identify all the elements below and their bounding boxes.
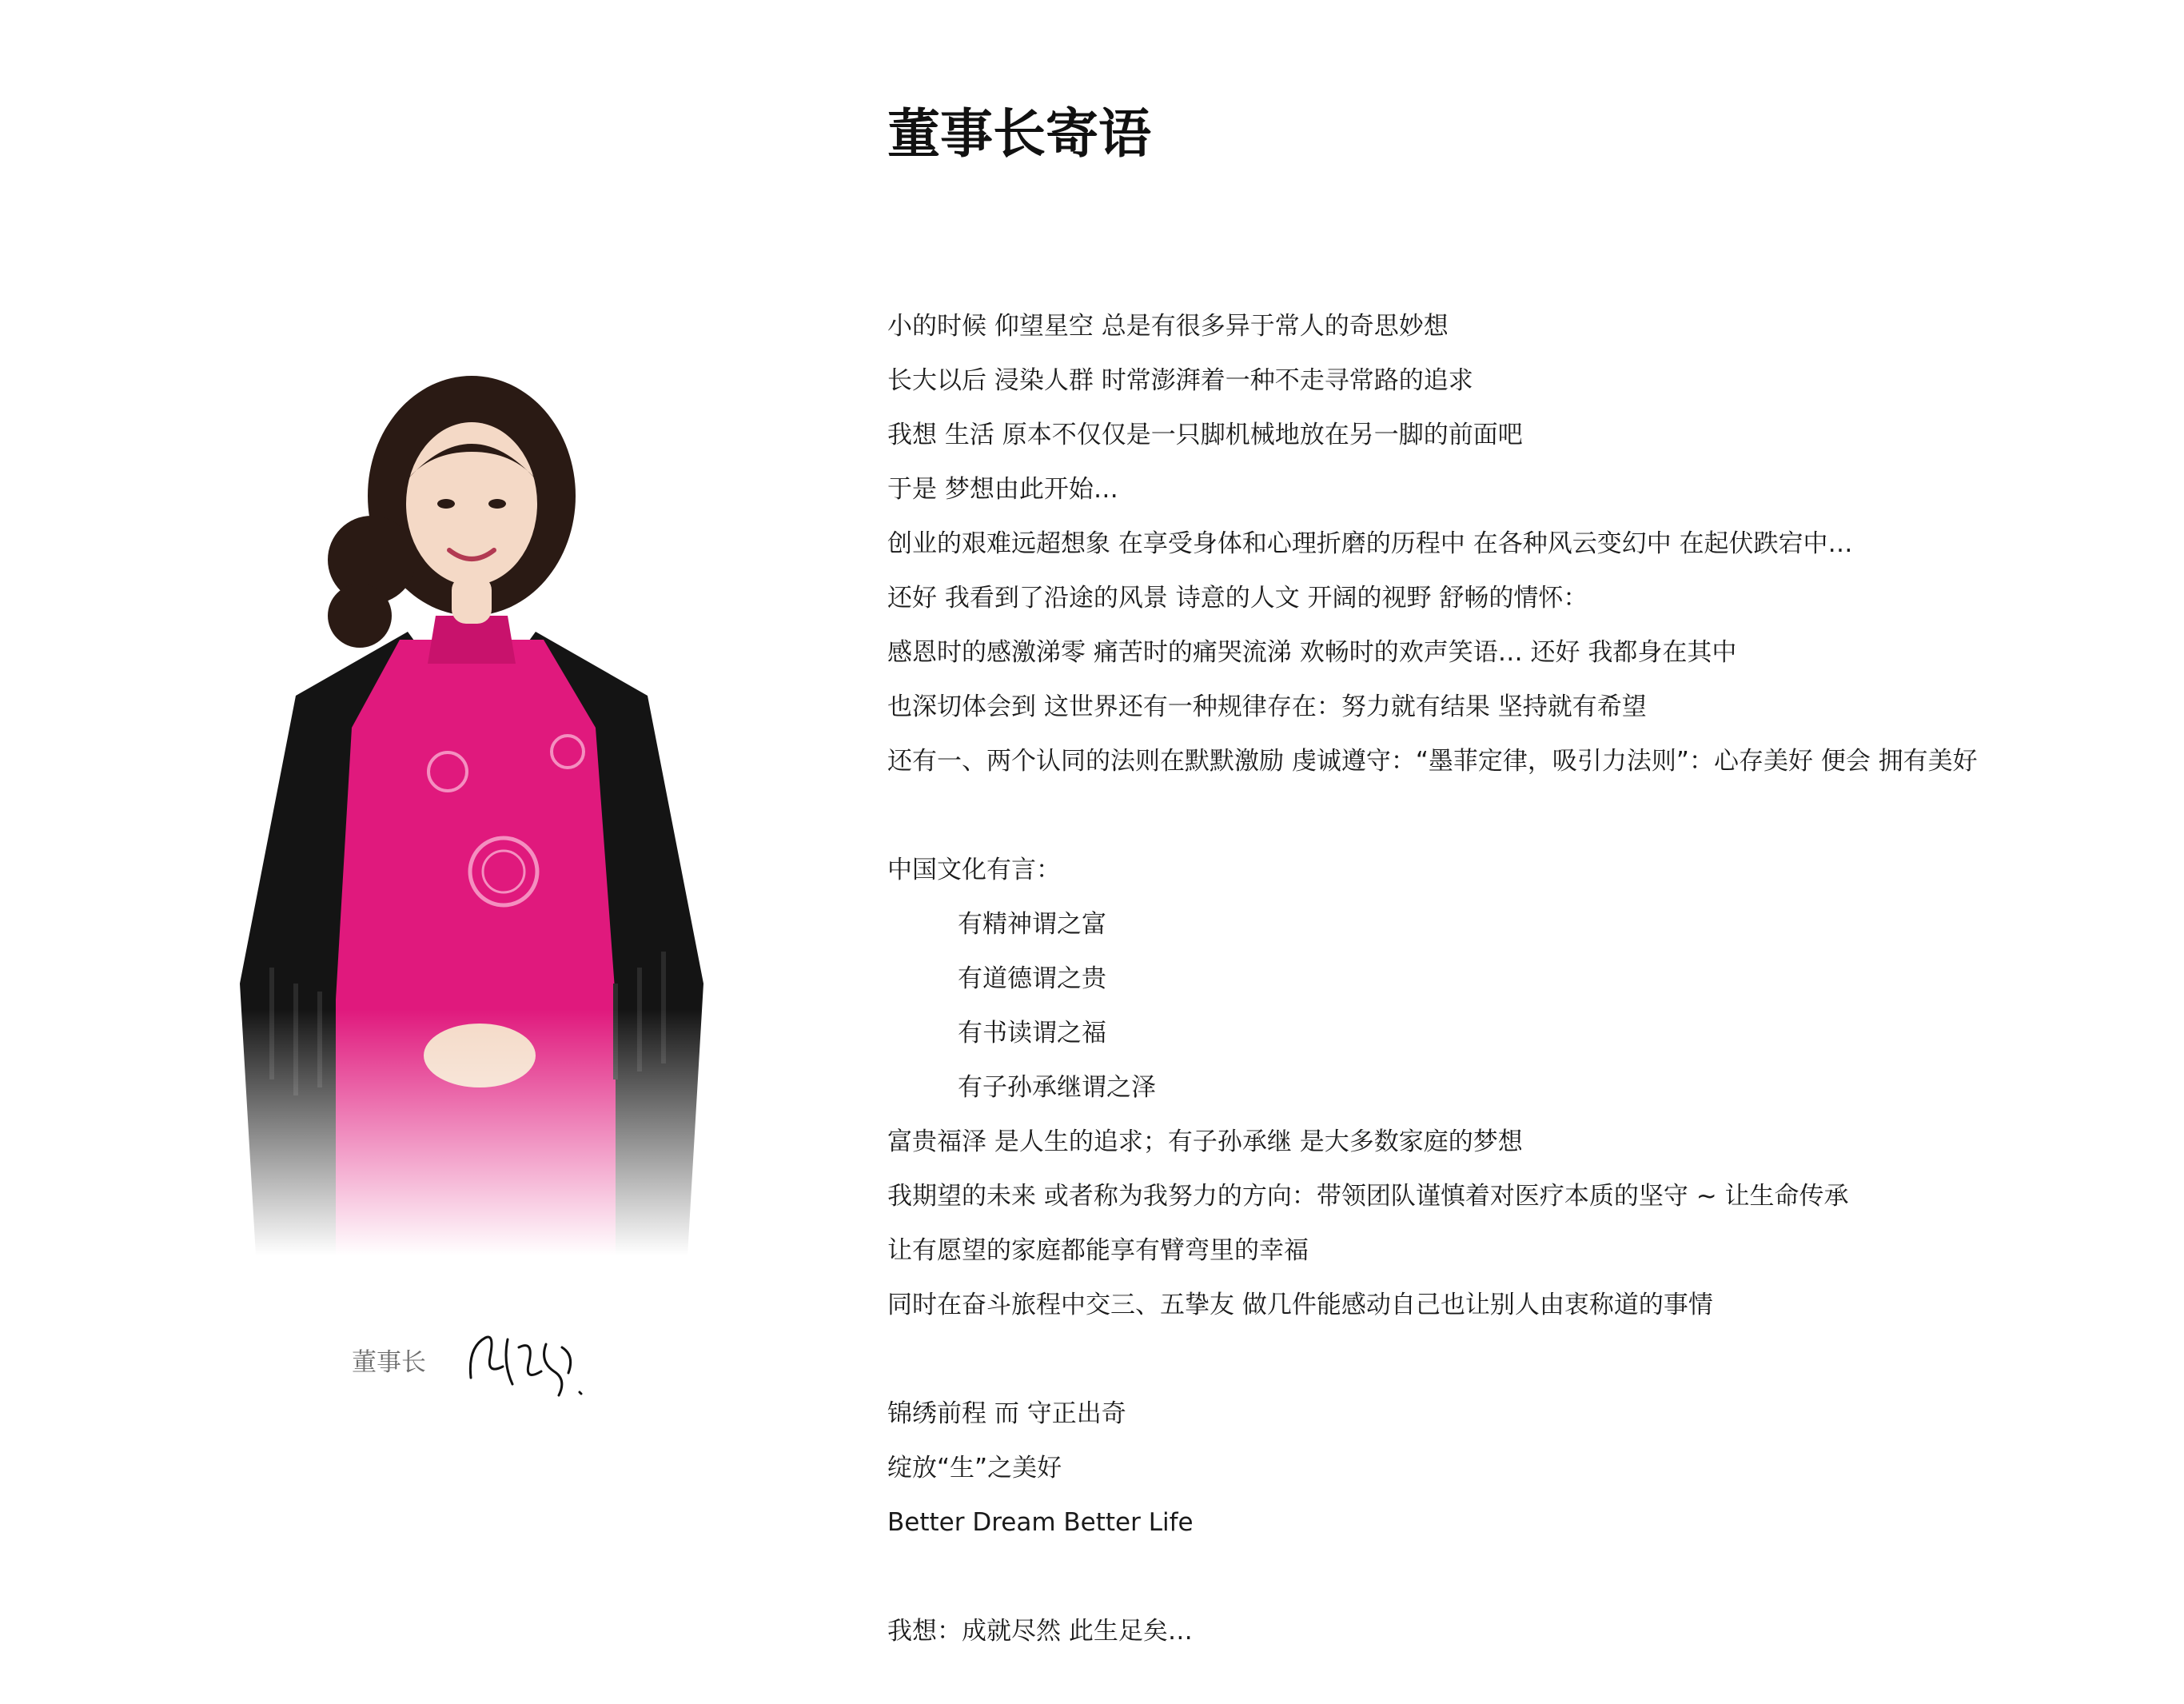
message-line: 我期望的未来 或者称为我努力的方向：带领团队谨慎着对医疗本质的坚守 ~ 让生命传承: [887, 1182, 1849, 1211]
message-line: 于是 梦想由此开始…: [887, 475, 1118, 504]
message-line-indented: 有子孙承继谓之泽: [958, 1073, 1156, 1102]
message-line-indented: 有道德谓之贵: [958, 964, 1106, 993]
message-line: 富贵福泽 是人生的追求；有子孙承继 是大多数家庭的梦想: [887, 1127, 1523, 1156]
message-line: 我想 生活 原本不仅仅是一只脚机械地放在另一脚的前面吧: [887, 421, 1523, 449]
signature-title: 董事长: [352, 1347, 426, 1377]
message-line: 绽放“生”之美好: [887, 1454, 1062, 1483]
message-line: 我想：成就尽然 此生足矣…: [887, 1617, 1193, 1646]
message-line: 也深切体会到 这世界还有一种规律存在：努力就有结果 坚持就有希望: [887, 692, 1647, 721]
message-line: 让有愿望的家庭都能享有臂弯里的幸福: [887, 1236, 1309, 1265]
message-body: [887, 299, 2134, 1658]
message-line: 创业的艰难远超想象 在享受身体和心理折磨的历程中 在各种风云变幻中 在起伏跌宕中…: [887, 529, 1853, 558]
message-line: 感恩时的感激涕零 痛苦时的痛哭流涕 欢畅时的欢声笑语… 还好 我都身在其中: [887, 638, 1737, 667]
message-line: 长大以后 浸染人群 时常澎湃着一种不走寻常路的追求: [887, 366, 1473, 395]
signature-block: [352, 1311, 640, 1407]
page-title: 董事长寄语: [887, 103, 1151, 165]
message-line: Better Dream Better Life: [887, 1508, 1194, 1537]
message-content: [887, 96, 2134, 1658]
message-line-indented: 有精神谓之富: [958, 910, 1106, 939]
message-line: 锦绣前程 而 守正出奇: [887, 1399, 1126, 1428]
message-line: 同时在奋斗旅程中交三、五挚友 做几件能感动自己也让别人由衷称道的事情: [887, 1291, 1713, 1319]
message-line-indented: 有书读谓之福: [958, 1019, 1106, 1048]
message-line: 小的时候 仰望星空 总是有很多异于常人的奇思妙想: [887, 312, 1449, 341]
spacer: [887, 788, 2134, 843]
handwritten-signature: [463, 1315, 591, 1403]
message-line: 还有一、两个认同的法则在默默激励 虔诚遵守：“墨菲定律，吸引力法则”：心存美好 便会 拥有美好: [887, 747, 1978, 776]
chairman-portrait: [240, 376, 703, 1255]
spacer: [887, 1332, 2134, 1387]
message-line: 中国文化有言：: [887, 856, 1061, 884]
message-line: 还好 我看到了沿途的风景 诗意的人文 开阔的视野 舒畅的情怀：: [887, 584, 1588, 613]
spacer: [887, 1550, 2134, 1604]
